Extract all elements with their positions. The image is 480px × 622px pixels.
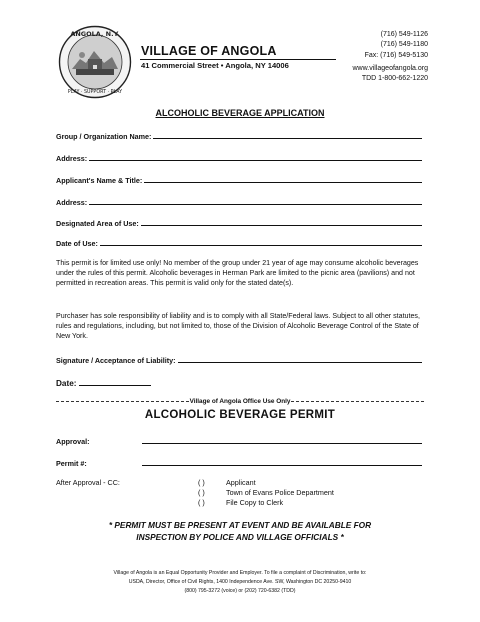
application-title: ALCOHOLIC BEVERAGE APPLICATION [155,108,325,118]
group-name-line[interactable] [153,131,422,139]
cc-item-applicant[interactable] [198,478,334,488]
applicant-name-field[interactable] [56,175,422,185]
cc-item-police[interactable] [198,488,334,498]
divider-dash-right [291,401,424,402]
cc-item-label: Applicant [226,478,256,487]
permit-number-line[interactable] [142,458,422,466]
footer-line-2: USDA, Director, Office of Civil Rights, 1400 Independence Ave. SW, Washington DC 20250-9410 [128,578,352,585]
address-field-1[interactable] [56,153,422,163]
date-label: Date: [56,379,77,388]
liability-paragraph: Purchaser has sole responsibility of liability and is to comply with all State/Federal laws. Subject to all other statutes, rules and regulations, including, but not limited to, those of the Division of Alcoholic Beverage Control of the State of New York. [56,312,420,341]
signature-field[interactable] [56,355,422,365]
footer-line-1: Village of Angola is an Equal Opportunity Provider and Employer. To file a complaint of Discrimination, write to: [113,570,367,576]
address-line-2[interactable] [89,197,422,205]
seal-top-text: ANGOLA, N.Y. [70,30,120,38]
signature-line[interactable] [178,355,422,363]
designated-area-line[interactable] [141,218,422,226]
date-of-use-field[interactable] [56,238,422,248]
approval-line[interactable] [142,436,422,444]
address-field-2[interactable] [56,197,422,207]
permit-title: ALCOHOLIC BEVERAGE PERMIT [144,409,336,421]
cc-label: After Approval - CC: [56,478,120,487]
tdd-number: TDD 1-800-662-1220 [361,75,428,82]
address-label-1: Address: [56,154,88,163]
approval-label: Approval: [56,437,90,446]
applicant-name-label: Applicant's Name & Title: [56,176,143,185]
designated-area-field[interactable] [56,218,422,228]
phone-1: (716) 549-1126 [380,31,428,38]
date-of-use-line[interactable] [100,238,422,246]
group-name-label: Group / Organization Name: [56,132,152,141]
cc-item-label: File Copy to Clerk [226,498,284,508]
address-label-2: Address: [56,198,88,207]
village-seal [58,25,132,99]
approval-field[interactable] [56,436,422,446]
village-name: VILLAGE OF ANGOLA [141,44,277,58]
website-link[interactable]: www.villageofangola.org [352,65,428,72]
address-line-1[interactable] [89,153,422,161]
village-address: 41 Commercial Street • Angola, NY 14006 [141,61,289,70]
notice-line-2: INSPECTION BY POLICE AND VILLAGE OFFICIALS * [136,532,344,542]
divider-dash-left [56,401,189,402]
terms-paragraph: This permit is for limited use only! No member of the group under 21 year of age may consume alcoholic beverages under the rules of this permit. Alcoholic beverages in Herman Park are limited to the picnic area (pavilions) and not permitted in recreation areas. This permit is valid only for the stated date(s). [56,259,419,288]
header-rule [140,59,336,60]
permit-number-label: Permit #: [56,459,87,468]
signature-label: Signature / Acceptance of Liability: [56,356,176,365]
footer-line-3: (800) 795-3272 (voice) or (202) 720-6382 (TDD) [184,587,296,594]
date-line[interactable] [79,377,151,386]
group-name-field[interactable] [56,131,422,141]
office-use-label: Village of Angola Office Use Only [189,398,291,405]
date-field[interactable] [56,377,151,388]
footer-notice [0,569,480,595]
permit-number-field[interactable] [56,458,422,468]
cc-item-clerk[interactable] [198,498,334,508]
cc-checkbox[interactable]: ( ) [198,488,205,498]
cc-list [198,478,334,509]
permit-notice [0,519,480,543]
cc-checkbox[interactable]: ( ) [198,478,205,487]
office-use-divider [56,398,424,405]
applicant-name-line[interactable] [144,175,422,183]
notice-line-1: * PERMIT MUST BE PRESENT AT EVENT AND BE AVAILABLE FOR [108,520,372,530]
seal-bottom-text: PLAY · SUPPORT · PLAY [67,90,123,95]
contact-web [353,64,429,84]
phone-2: (716) 549-1180 [380,41,428,49]
fax: Fax: (716) 549-5130 [364,51,428,59]
cc-checkbox[interactable]: ( ) [198,498,205,508]
date-of-use-label: Date of Use: [56,239,98,248]
contact-phones [365,30,428,61]
cc-item-label: Town of Evans Police Department [226,488,334,498]
designated-area-label: Designated Area of Use: [56,219,139,228]
